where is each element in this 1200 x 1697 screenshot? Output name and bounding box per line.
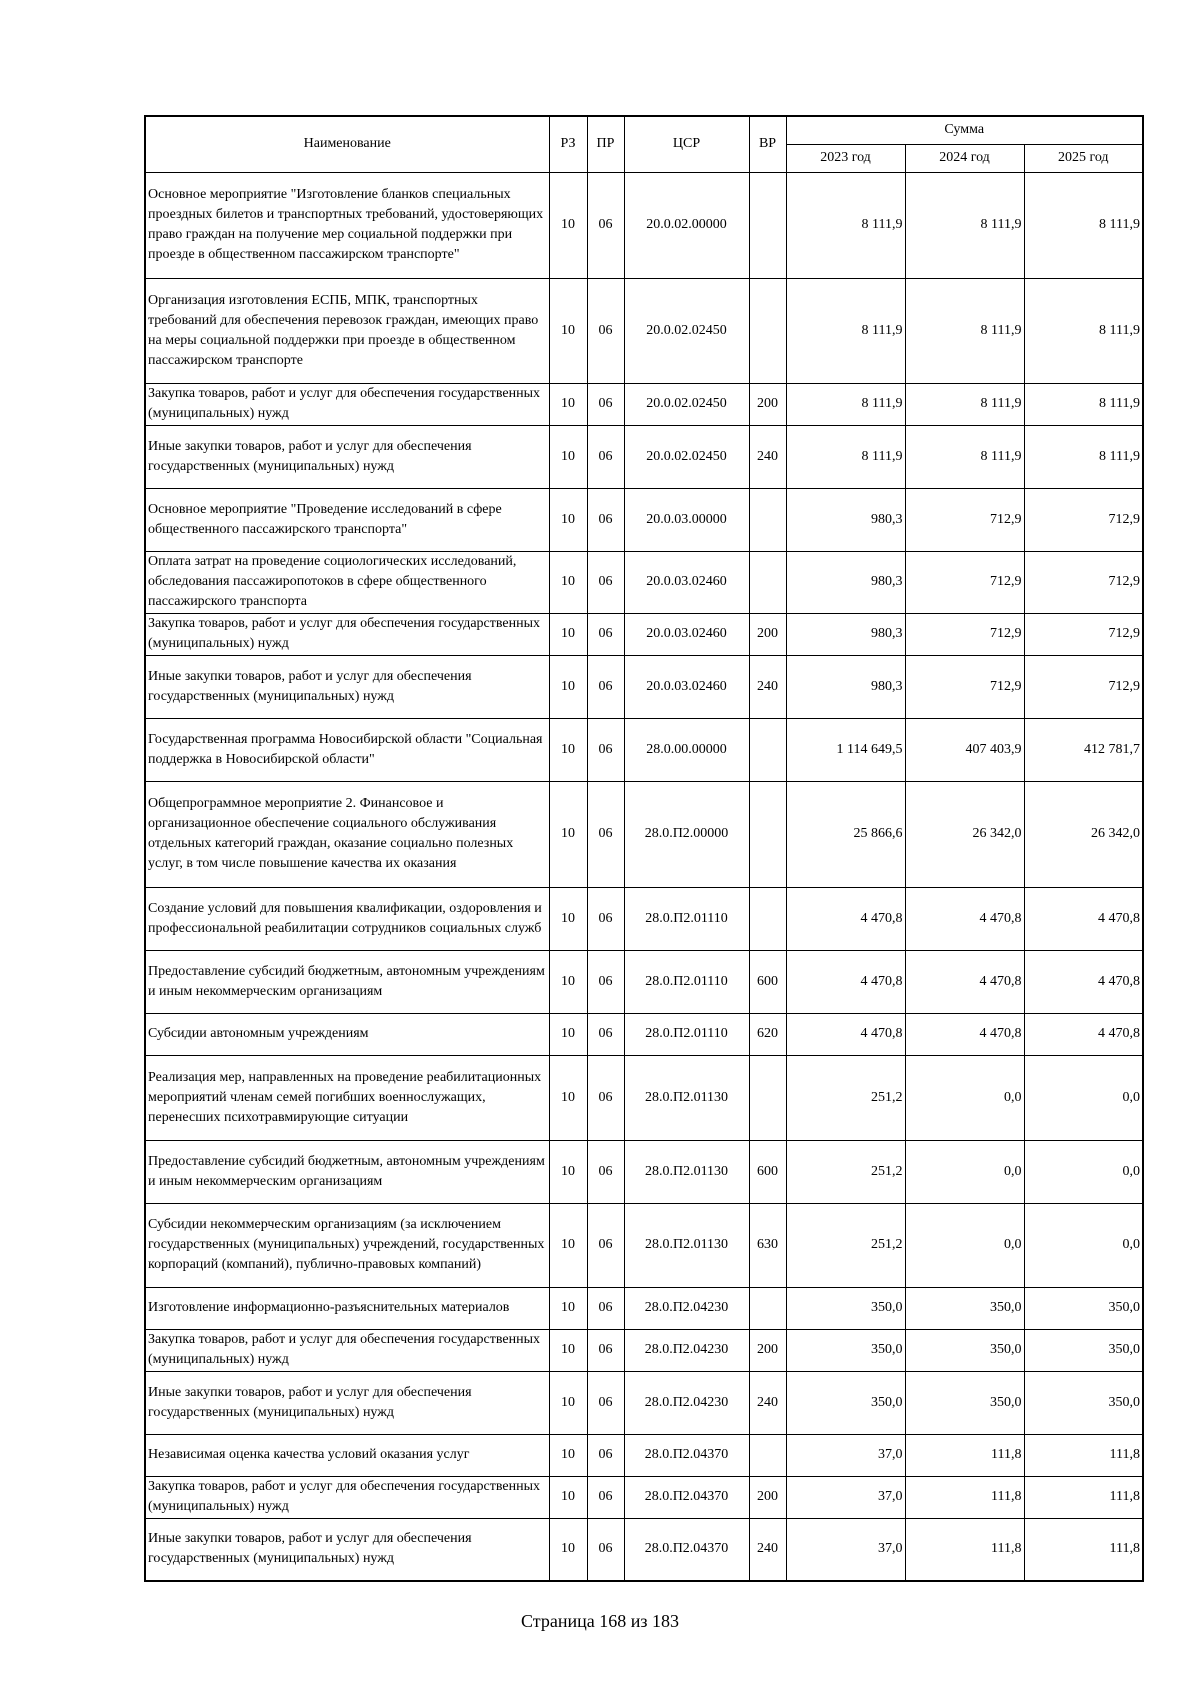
row-rz: 10 bbox=[549, 1203, 587, 1287]
row-value-2024: 8 111,9 bbox=[905, 425, 1024, 488]
row-name: Организация изготовления ЕСПБ, МПК, транспортных требований для обеспечения перевозок граждан, имеющих право на меры социальной поддержки при проезде в общественном пассажирском транспорте bbox=[145, 278, 549, 383]
row-value-2024: 712,9 bbox=[905, 488, 1024, 551]
row-value-2025: 712,9 bbox=[1024, 613, 1143, 655]
header-name: Наименование bbox=[145, 116, 549, 172]
row-rz: 10 bbox=[549, 551, 587, 613]
row-value-2024: 111,8 bbox=[905, 1476, 1024, 1518]
row-pr: 06 bbox=[587, 172, 624, 278]
row-vr bbox=[749, 488, 786, 551]
row-vr bbox=[749, 887, 786, 950]
row-rz: 10 bbox=[549, 425, 587, 488]
row-pr: 06 bbox=[587, 1140, 624, 1203]
row-name: Субсидии некоммерческим организациям (за исключением государственных (муниципальных) учреждений, государственных корпораций (компаний), публично-правовых компаний) bbox=[145, 1203, 549, 1287]
row-value-2023: 8 111,9 bbox=[786, 425, 905, 488]
row-rz: 10 bbox=[549, 613, 587, 655]
row-pr: 06 bbox=[587, 1203, 624, 1287]
row-pr: 06 bbox=[587, 718, 624, 781]
row-csr: 28.0.П2.00000 bbox=[624, 781, 749, 887]
row-value-2025: 350,0 bbox=[1024, 1329, 1143, 1371]
row-rz: 10 bbox=[549, 1329, 587, 1371]
row-value-2025: 412 781,7 bbox=[1024, 718, 1143, 781]
row-vr: 240 bbox=[749, 425, 786, 488]
row-name: Иные закупки товаров, работ и услуг для обеспечения государственных (муниципальных) нужд bbox=[145, 1371, 549, 1434]
row-value-2025: 4 470,8 bbox=[1024, 1013, 1143, 1055]
row-value-2023: 8 111,9 bbox=[786, 172, 905, 278]
row-rz: 10 bbox=[549, 718, 587, 781]
row-csr: 28.0.00.00000 bbox=[624, 718, 749, 781]
row-name: Субсидии автономным учреждениям bbox=[145, 1013, 549, 1055]
row-name: Основное мероприятие "Проведение исследований в сфере общественного пассажирского транспорта" bbox=[145, 488, 549, 551]
table-row bbox=[145, 1371, 1143, 1434]
row-vr bbox=[749, 1434, 786, 1476]
row-name: Закупка товаров, работ и услуг для обеспечения государственных (муниципальных) нужд bbox=[145, 1329, 549, 1371]
row-rz: 10 bbox=[549, 1140, 587, 1203]
row-vr bbox=[749, 551, 786, 613]
table-row bbox=[145, 655, 1143, 718]
row-pr: 06 bbox=[587, 1476, 624, 1518]
row-value-2024: 111,8 bbox=[905, 1518, 1024, 1581]
table-row bbox=[145, 613, 1143, 655]
table-row bbox=[145, 551, 1143, 613]
table-row bbox=[145, 172, 1143, 278]
row-rz: 10 bbox=[549, 278, 587, 383]
row-value-2024: 712,9 bbox=[905, 551, 1024, 613]
row-value-2025: 350,0 bbox=[1024, 1287, 1143, 1329]
row-value-2025: 4 470,8 bbox=[1024, 887, 1143, 950]
row-value-2023: 350,0 bbox=[786, 1329, 905, 1371]
row-value-2023: 251,2 bbox=[786, 1055, 905, 1140]
table-row bbox=[145, 383, 1143, 425]
table-row bbox=[145, 488, 1143, 551]
row-value-2025: 350,0 bbox=[1024, 1371, 1143, 1434]
row-value-2023: 37,0 bbox=[786, 1434, 905, 1476]
row-vr bbox=[749, 1287, 786, 1329]
row-value-2024: 350,0 bbox=[905, 1287, 1024, 1329]
row-name: Предоставление субсидий бюджетным, автономным учреждениям и иным некоммерческим организациям bbox=[145, 1140, 549, 1203]
row-value-2025: 4 470,8 bbox=[1024, 950, 1143, 1013]
row-value-2023: 37,0 bbox=[786, 1476, 905, 1518]
row-vr: 200 bbox=[749, 383, 786, 425]
row-value-2023: 251,2 bbox=[786, 1203, 905, 1287]
row-csr: 20.0.03.02460 bbox=[624, 655, 749, 718]
row-value-2023: 980,3 bbox=[786, 655, 905, 718]
header-sum: Сумма bbox=[786, 116, 1143, 144]
row-vr: 240 bbox=[749, 655, 786, 718]
row-csr: 28.0.П2.01130 bbox=[624, 1055, 749, 1140]
row-value-2025: 111,8 bbox=[1024, 1434, 1143, 1476]
row-value-2023: 1 114 649,5 bbox=[786, 718, 905, 781]
table-row bbox=[145, 718, 1143, 781]
row-name: Иные закупки товаров, работ и услуг для обеспечения государственных (муниципальных) нужд bbox=[145, 655, 549, 718]
table-row bbox=[145, 1055, 1143, 1140]
row-name: Независимая оценка качества условий оказания услуг bbox=[145, 1434, 549, 1476]
row-value-2023: 8 111,9 bbox=[786, 383, 905, 425]
row-rz: 10 bbox=[549, 488, 587, 551]
row-value-2024: 712,9 bbox=[905, 613, 1024, 655]
row-vr bbox=[749, 781, 786, 887]
row-csr: 28.0.П2.04370 bbox=[624, 1434, 749, 1476]
row-value-2025: 8 111,9 bbox=[1024, 383, 1143, 425]
table-body bbox=[145, 172, 1143, 1581]
table-row bbox=[145, 1287, 1143, 1329]
row-pr: 06 bbox=[587, 425, 624, 488]
header-rz: РЗ bbox=[549, 116, 587, 172]
row-pr: 06 bbox=[587, 887, 624, 950]
row-csr: 20.0.02.00000 bbox=[624, 172, 749, 278]
header-year-2025: 2025 год bbox=[1024, 144, 1143, 172]
row-pr: 06 bbox=[587, 551, 624, 613]
table-row bbox=[145, 1140, 1143, 1203]
row-value-2023: 4 470,8 bbox=[786, 950, 905, 1013]
row-csr: 20.0.03.02460 bbox=[624, 613, 749, 655]
row-vr: 600 bbox=[749, 1140, 786, 1203]
row-csr: 28.0.П2.04230 bbox=[624, 1287, 749, 1329]
row-value-2025: 712,9 bbox=[1024, 551, 1143, 613]
row-vr: 200 bbox=[749, 1476, 786, 1518]
row-value-2023: 8 111,9 bbox=[786, 278, 905, 383]
row-value-2024: 4 470,8 bbox=[905, 950, 1024, 1013]
row-pr: 06 bbox=[587, 488, 624, 551]
row-csr: 20.0.02.02450 bbox=[624, 383, 749, 425]
row-value-2023: 980,3 bbox=[786, 551, 905, 613]
table-row bbox=[145, 1329, 1143, 1371]
row-name: Государственная программа Новосибирской области "Социальная поддержка в Новосибирской области" bbox=[145, 718, 549, 781]
row-rz: 10 bbox=[549, 1055, 587, 1140]
row-vr: 200 bbox=[749, 613, 786, 655]
row-pr: 06 bbox=[587, 950, 624, 1013]
row-value-2023: 25 866,6 bbox=[786, 781, 905, 887]
row-csr: 20.0.02.02450 bbox=[624, 278, 749, 383]
row-rz: 10 bbox=[549, 950, 587, 1013]
row-name: Оплата затрат на проведение социологических исследований, обследования пассажиропотоков в сфере общественного пассажирского транспорта bbox=[145, 551, 549, 613]
row-pr: 06 bbox=[587, 613, 624, 655]
row-value-2023: 4 470,8 bbox=[786, 1013, 905, 1055]
table-row bbox=[145, 1434, 1143, 1476]
row-csr: 28.0.П2.01130 bbox=[624, 1203, 749, 1287]
row-rz: 10 bbox=[549, 887, 587, 950]
row-rz: 10 bbox=[549, 1371, 587, 1434]
row-rz: 10 bbox=[549, 383, 587, 425]
row-value-2024: 0,0 bbox=[905, 1203, 1024, 1287]
row-value-2025: 0,0 bbox=[1024, 1140, 1143, 1203]
row-value-2025: 712,9 bbox=[1024, 655, 1143, 718]
header-pr: ПР bbox=[587, 116, 624, 172]
row-pr: 06 bbox=[587, 278, 624, 383]
row-pr: 06 bbox=[587, 1518, 624, 1581]
row-rz: 10 bbox=[549, 781, 587, 887]
row-value-2023: 350,0 bbox=[786, 1287, 905, 1329]
table-row bbox=[145, 425, 1143, 488]
row-csr: 28.0.П2.01130 bbox=[624, 1140, 749, 1203]
row-value-2024: 111,8 bbox=[905, 1434, 1024, 1476]
row-value-2024: 0,0 bbox=[905, 1140, 1024, 1203]
row-name: Общепрограммное мероприятие 2. Финансовое и организационное обеспечение социального обслуживания отдельных категорий граждан, оказание социально полезных услуг, в том числе повышение качества их оказания bbox=[145, 781, 549, 887]
header-vr: ВР bbox=[749, 116, 786, 172]
row-value-2025: 8 111,9 bbox=[1024, 172, 1143, 278]
row-value-2024: 4 470,8 bbox=[905, 887, 1024, 950]
row-name: Реализация мер, направленных на проведение реабилитационных мероприятий членам семей погибших военнослужащих, перенесших психотравмирующие ситуации bbox=[145, 1055, 549, 1140]
row-vr: 600 bbox=[749, 950, 786, 1013]
row-name: Изготовление информационно-разъяснительных материалов bbox=[145, 1287, 549, 1329]
row-value-2023: 980,3 bbox=[786, 488, 905, 551]
row-rz: 10 bbox=[549, 172, 587, 278]
row-vr bbox=[749, 172, 786, 278]
row-value-2025: 111,8 bbox=[1024, 1476, 1143, 1518]
header-year-2023: 2023 год bbox=[786, 144, 905, 172]
row-value-2025: 712,9 bbox=[1024, 488, 1143, 551]
row-pr: 06 bbox=[587, 655, 624, 718]
row-csr: 28.0.П2.04370 bbox=[624, 1518, 749, 1581]
row-csr: 28.0.П2.01110 bbox=[624, 1013, 749, 1055]
row-value-2024: 350,0 bbox=[905, 1371, 1024, 1434]
row-pr: 06 bbox=[587, 781, 624, 887]
row-value-2025: 0,0 bbox=[1024, 1055, 1143, 1140]
table-row bbox=[145, 950, 1143, 1013]
row-pr: 06 bbox=[587, 1434, 624, 1476]
row-vr bbox=[749, 718, 786, 781]
row-name: Иные закупки товаров, работ и услуг для обеспечения государственных (муниципальных) нужд bbox=[145, 425, 549, 488]
row-value-2024: 4 470,8 bbox=[905, 1013, 1024, 1055]
table-row bbox=[145, 781, 1143, 887]
row-value-2025: 8 111,9 bbox=[1024, 278, 1143, 383]
row-vr bbox=[749, 278, 786, 383]
budget-table bbox=[144, 115, 1144, 1582]
row-csr: 28.0.П2.04370 bbox=[624, 1476, 749, 1518]
row-csr: 28.0.П2.01110 bbox=[624, 950, 749, 1013]
row-csr: 28.0.П2.04230 bbox=[624, 1329, 749, 1371]
row-pr: 06 bbox=[587, 1287, 624, 1329]
row-pr: 06 bbox=[587, 383, 624, 425]
row-value-2024: 407 403,9 bbox=[905, 718, 1024, 781]
row-csr: 20.0.03.02460 bbox=[624, 551, 749, 613]
table-row bbox=[145, 1203, 1143, 1287]
row-value-2024: 712,9 bbox=[905, 655, 1024, 718]
row-rz: 10 bbox=[549, 655, 587, 718]
row-pr: 06 bbox=[587, 1013, 624, 1055]
row-value-2023: 37,0 bbox=[786, 1518, 905, 1581]
row-name: Закупка товаров, работ и услуг для обеспечения государственных (муниципальных) нужд bbox=[145, 383, 549, 425]
row-vr: 620 bbox=[749, 1013, 786, 1055]
row-rz: 10 bbox=[549, 1518, 587, 1581]
row-vr: 200 bbox=[749, 1329, 786, 1371]
row-name: Предоставление субсидий бюджетным, автономным учреждениям и иным некоммерческим организациям bbox=[145, 950, 549, 1013]
row-name: Иные закупки товаров, работ и услуг для обеспечения государственных (муниципальных) нужд bbox=[145, 1518, 549, 1581]
table-row bbox=[145, 1013, 1143, 1055]
row-name: Закупка товаров, работ и услуг для обеспечения государственных (муниципальных) нужд bbox=[145, 1476, 549, 1518]
row-value-2025: 26 342,0 bbox=[1024, 781, 1143, 887]
row-value-2025: 8 111,9 bbox=[1024, 425, 1143, 488]
header-csr: ЦСР bbox=[624, 116, 749, 172]
row-vr: 240 bbox=[749, 1371, 786, 1434]
row-value-2025: 0,0 bbox=[1024, 1203, 1143, 1287]
row-value-2023: 980,3 bbox=[786, 613, 905, 655]
row-csr: 28.0.П2.04230 bbox=[624, 1371, 749, 1434]
row-vr bbox=[749, 1055, 786, 1140]
header-year-2024: 2024 год bbox=[905, 144, 1024, 172]
row-pr: 06 bbox=[587, 1055, 624, 1140]
row-value-2023: 251,2 bbox=[786, 1140, 905, 1203]
row-value-2024: 0,0 bbox=[905, 1055, 1024, 1140]
table-row bbox=[145, 1476, 1143, 1518]
row-value-2024: 8 111,9 bbox=[905, 278, 1024, 383]
row-rz: 10 bbox=[549, 1434, 587, 1476]
row-name: Закупка товаров, работ и услуг для обеспечения государственных (муниципальных) нужд bbox=[145, 613, 549, 655]
row-value-2024: 8 111,9 bbox=[905, 383, 1024, 425]
row-vr: 630 bbox=[749, 1203, 786, 1287]
row-value-2024: 350,0 bbox=[905, 1329, 1024, 1371]
table-row bbox=[145, 887, 1143, 950]
row-csr: 20.0.02.02450 bbox=[624, 425, 749, 488]
row-name: Создание условий для повышения квалификации, оздоровления и профессиональной реабилитации сотрудников социальных служб bbox=[145, 887, 549, 950]
row-value-2025: 111,8 bbox=[1024, 1518, 1143, 1581]
row-pr: 06 bbox=[587, 1371, 624, 1434]
row-value-2023: 4 470,8 bbox=[786, 887, 905, 950]
row-vr: 240 bbox=[749, 1518, 786, 1581]
row-rz: 10 bbox=[549, 1287, 587, 1329]
row-value-2024: 26 342,0 bbox=[905, 781, 1024, 887]
row-csr: 20.0.03.00000 bbox=[624, 488, 749, 551]
row-name: Основное мероприятие "Изготовление бланков специальных проездных билетов и транспортных требований, удостоверяющих право граждан на получение мер социальной поддержки при проезде в общественном пассажирском транспорте" bbox=[145, 172, 549, 278]
row-value-2024: 8 111,9 bbox=[905, 172, 1024, 278]
row-rz: 10 bbox=[549, 1476, 587, 1518]
table-row bbox=[145, 278, 1143, 383]
row-csr: 28.0.П2.01110 bbox=[624, 887, 749, 950]
row-rz: 10 bbox=[549, 1013, 587, 1055]
row-value-2023: 350,0 bbox=[786, 1371, 905, 1434]
table-row bbox=[145, 1518, 1143, 1581]
row-pr: 06 bbox=[587, 1329, 624, 1371]
page-number: Страница 168 из 183 bbox=[521, 1611, 679, 1631]
